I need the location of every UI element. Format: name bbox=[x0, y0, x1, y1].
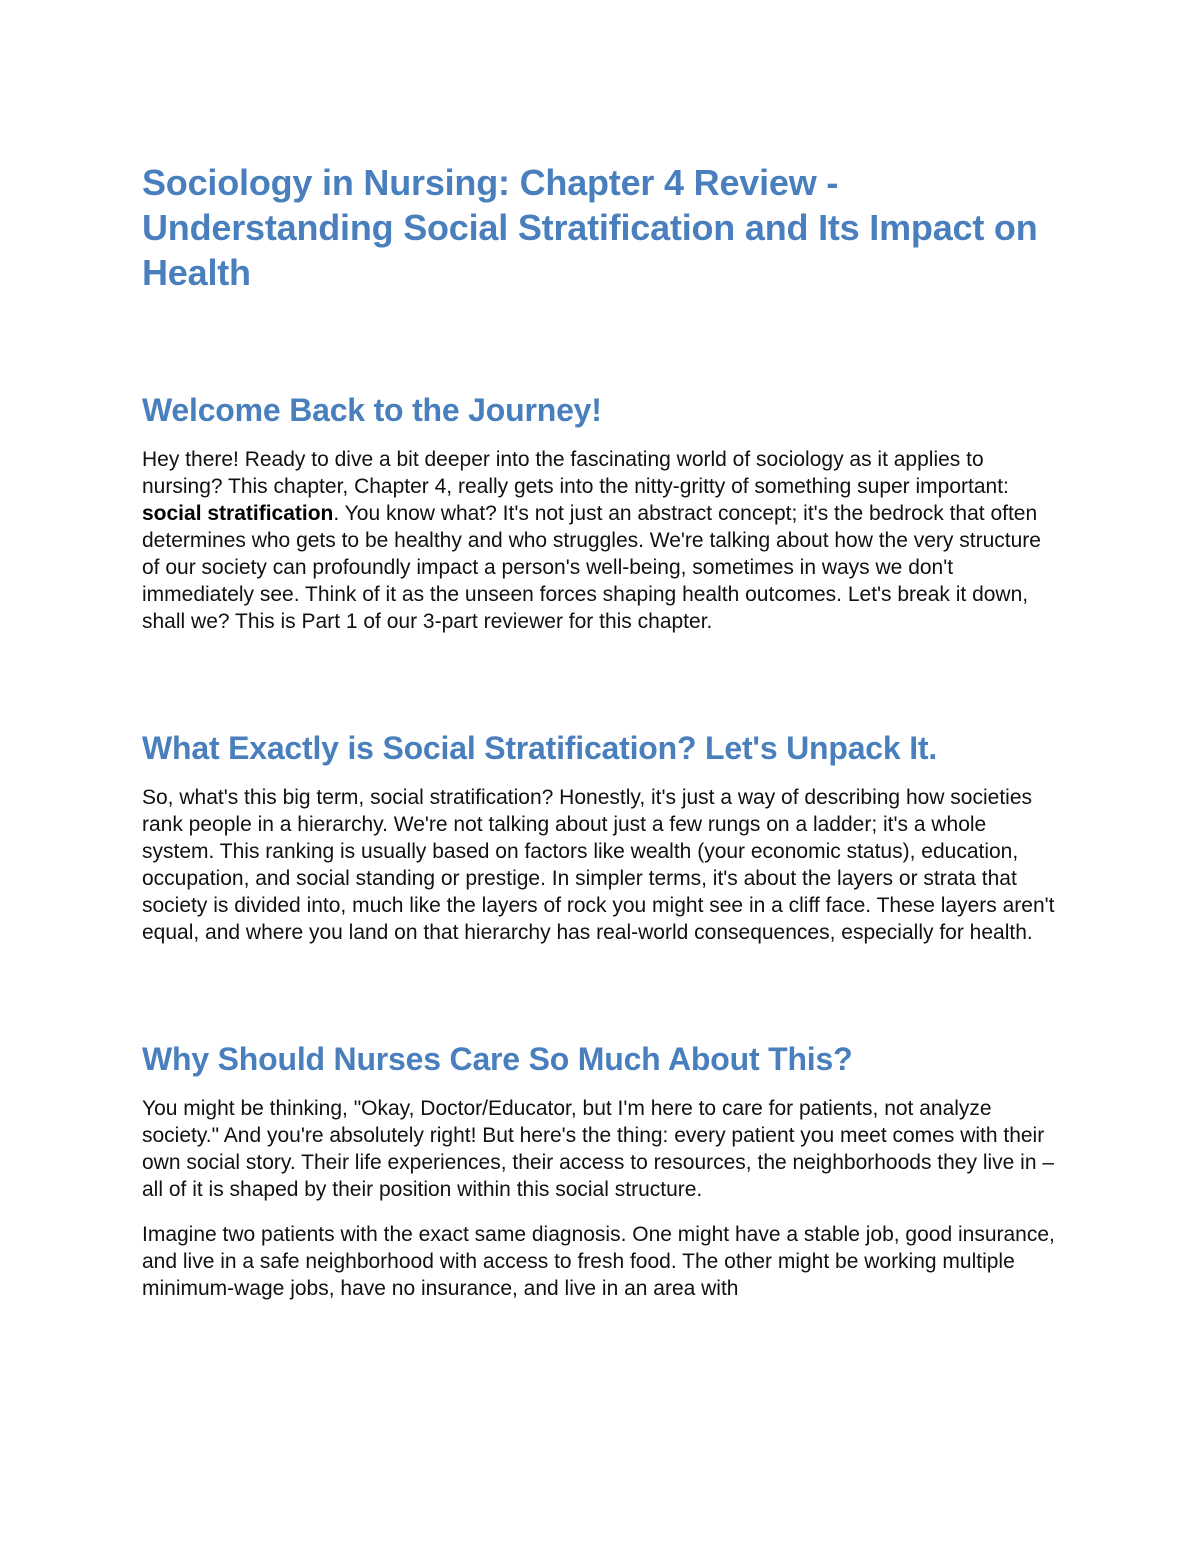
section-paragraph-definition: So, what's this big term, social stratification? Honestly, it's just a way of describing how societies rank people in a hierarchy. We're not talking about just a few rungs on a ladder; it's a whole system. This ranking is usually based on factors like wealth (your economic status), education, occupation, and social standing or prestige. In simpler terms, it's about the layers or strata that society is divided into, much like the layers of rock you might see in a cliff face. These layers aren't equal, and where you land on that hierarchy has real-world consequences, especially for health. bbox=[142, 786, 1055, 944]
paragraph-text: . You know what? It's not just an abstract concept; it's the bedrock that often determines who gets to be healthy and who struggles. We're talking about how the very structure of our society can profoundly impact a person's well-being, sometimes in ways we don't immediately see. Think of it as the unseen forces shaping health outcomes. Let's break it down, shall we? This is Part 1 of our 3-part reviewer for this chapter. bbox=[142, 502, 1041, 633]
section-paragraph-why-2: Imagine two patients with the exact same diagnosis. One might have a stable job, good insurance, and live in a safe neighborhood with access to fresh food. The other might be working multiple minimum-wage jobs, have no insurance, and live in an area with bbox=[142, 1223, 1055, 1300]
section-paragraph-welcome bbox=[142, 446, 1062, 635]
section-heading-welcome: Welcome Back to the Journey! bbox=[142, 392, 602, 428]
section-heading-why-nurses-care: Why Should Nurses Care So Much About This? bbox=[142, 1041, 853, 1077]
section-heading-definition: What Exactly is Social Stratification? Let's Unpack It. bbox=[142, 730, 938, 766]
document-title: Sociology in Nursing: Chapter 4 Review - Understanding Social Stratification and Its Impact on Health bbox=[142, 162, 1038, 293]
paragraph-text: Hey there! Ready to dive a bit deeper into the fascinating world of sociology as it applies to nursing? This chapter, Chapter 4, really gets into the nitty-gritty of something super important: bbox=[142, 448, 1009, 498]
section-paragraph-why-1: You might be thinking, "Okay, Doctor/Educator, but I'm here to care for patients, not analyze society." And you're absolutely right! But here's the thing: every patient you meet comes with their own social story. Their life experiences, their access to resources, the neighborhoods they live in – all of it is shaped by their position within this social structure. bbox=[142, 1097, 1055, 1201]
document-content bbox=[142, 160, 1072, 1302]
bold-term: social stratification bbox=[142, 502, 334, 525]
